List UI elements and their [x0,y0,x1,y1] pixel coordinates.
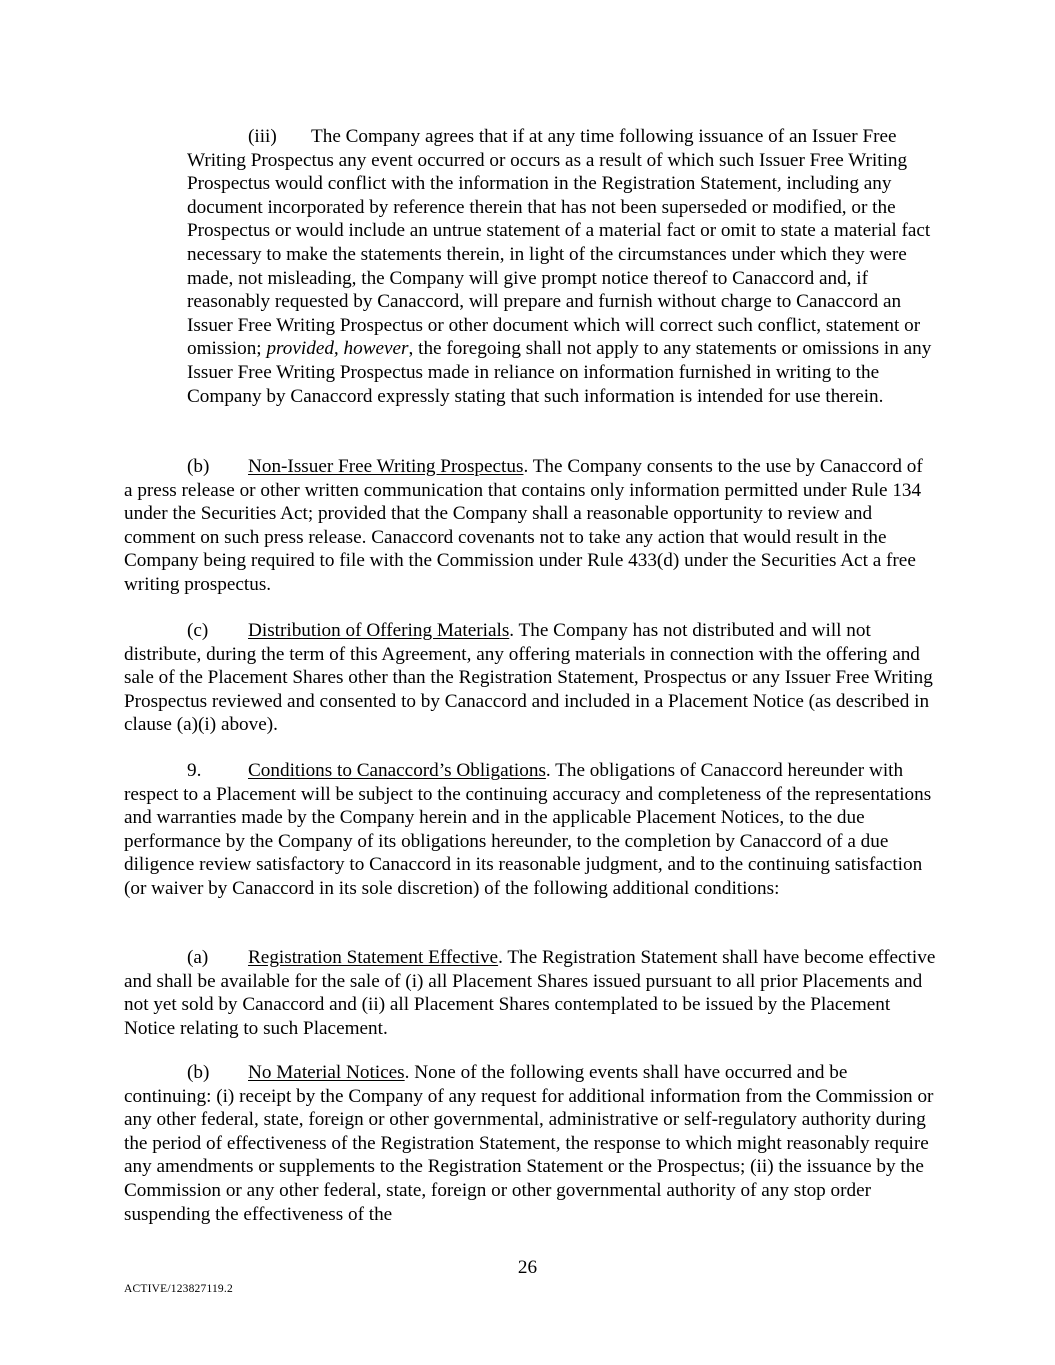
page-number: 26 [517,1257,538,1278]
document-id: ACTIVE/123827119.2 [124,1283,233,1295]
paragraph-text: The Company agrees that if at any time following issuance of an Issuer Free Writing Prospectus any event occurred or occurs as a result of which such Issuer Free Writing Prospectus would conflict with the information in the Registration Statement, including any document incorporated by reference therein that has not been superseded or modified, or the Prospectus or would include an untrue statement of a material fact or omit to state a material fact necessary to make the statements therein, in light of the circumstances under which they were made, not misleading, the Company will give prompt notice thereof to Canaccord and, if reasonably requested by Canaccord, will prepare and furnish without charge to Canaccord an Issuer Free Writing Prospectus or other document which will correct such conflict, statement or omission; [187,126,931,360]
paragraph-label: (a) [187,947,209,968]
paragraph-label: (b) [187,456,210,477]
paragraph-text: . The obligations of Canaccord hereunder with respect to a Placement will be subject to the continuing accuracy and completeness of the representations and warranties made by the Company herein and in the applicable Placement Notices, to the due performance by the Company of its obligations hereunder, to the completion by Canaccord of a due diligence review satisfactory to Canaccord in its reasonable judgment, and to the continuing satisfaction (or waiver by Canaccord in its sole discretion) of the following additional conditions: [124,760,932,899]
section-heading: Distribution of Offering Materials [248,620,510,641]
paragraph-label: (c) [187,620,209,641]
section-heading: Conditions to Canaccord’s Obligations [248,760,546,781]
paragraph-text: . The Company has not distributed and will not distribute, during the term of this Agreement, any offering materials in connection with the offering and sale of the Placement Shares other than the Registration Statement, Prospectus or any Issuer Free Writing Prospectus reviewed and consented to by Canaccord and included in a Placement Notice (as described in clause (a)(i) above). [124,620,933,736]
paragraph-text: . The Company consents to the use by Canaccord of a press release or other written communication that contains only information permitted under Rule 134 under the Securities Act; provided that the Company shall a reasonable opportunity to review and comment on such press release. Canaccord covenants not to take any action that would result in the Company being required to file with the Commission under Rule 433(d) under the Securities Act a free writing prospectus. [124,456,923,595]
paragraph-text: , the foregoing shall not apply to any statements or omissions in any Issuer Free Writing Prospectus made in reliance on information furnished in writing to the Company by Canaccord expressly stating that such information is intended for use therein. [187,338,932,407]
paragraph-b-no-material [124,1061,936,1226]
paragraph-label: (iii) [248,126,277,147]
paragraph-text: . None of the following events shall have occurred and be continuing: (i) receipt by the Company of any request for additional information from the Commission or any other federal, state, foreign or other governmental, administrative or self-regulatory authority during the period of effectiveness of the Registration Statement, the response to which might reasonably require any amendments or supplements to the Registration Statement or the Prospectus; (ii) the issuance by the Commission or any other federal, state, foreign or other governmental authority of any stop order suspending the effectiveness of the [124,1062,934,1225]
paragraph-iii [187,125,932,408]
section-heading: Non-Issuer Free Writing Prospectus [248,456,524,477]
section-heading: Registration Statement Effective [248,947,499,968]
paragraph-section-9 [124,759,936,901]
paragraph-c-distribution [124,619,936,737]
paragraph-label: (b) [187,1062,210,1083]
paragraph-a-registration [124,946,936,1040]
paragraph-label: 9. [187,760,202,781]
paragraph-b-non-issuer [124,455,936,597]
paragraph-text: . The Registration Statement shall have become effective and shall be available for the sale of (i) all Placement Shares issued pursuant to all prior Placements and not yet sold by Canaccord and (ii) all Placement Shares contemplated to be issued by the Placement Notice relating to such Placement. [124,947,936,1039]
section-heading: No Material Notices [248,1062,405,1083]
italic-term: provided, however [266,338,409,360]
